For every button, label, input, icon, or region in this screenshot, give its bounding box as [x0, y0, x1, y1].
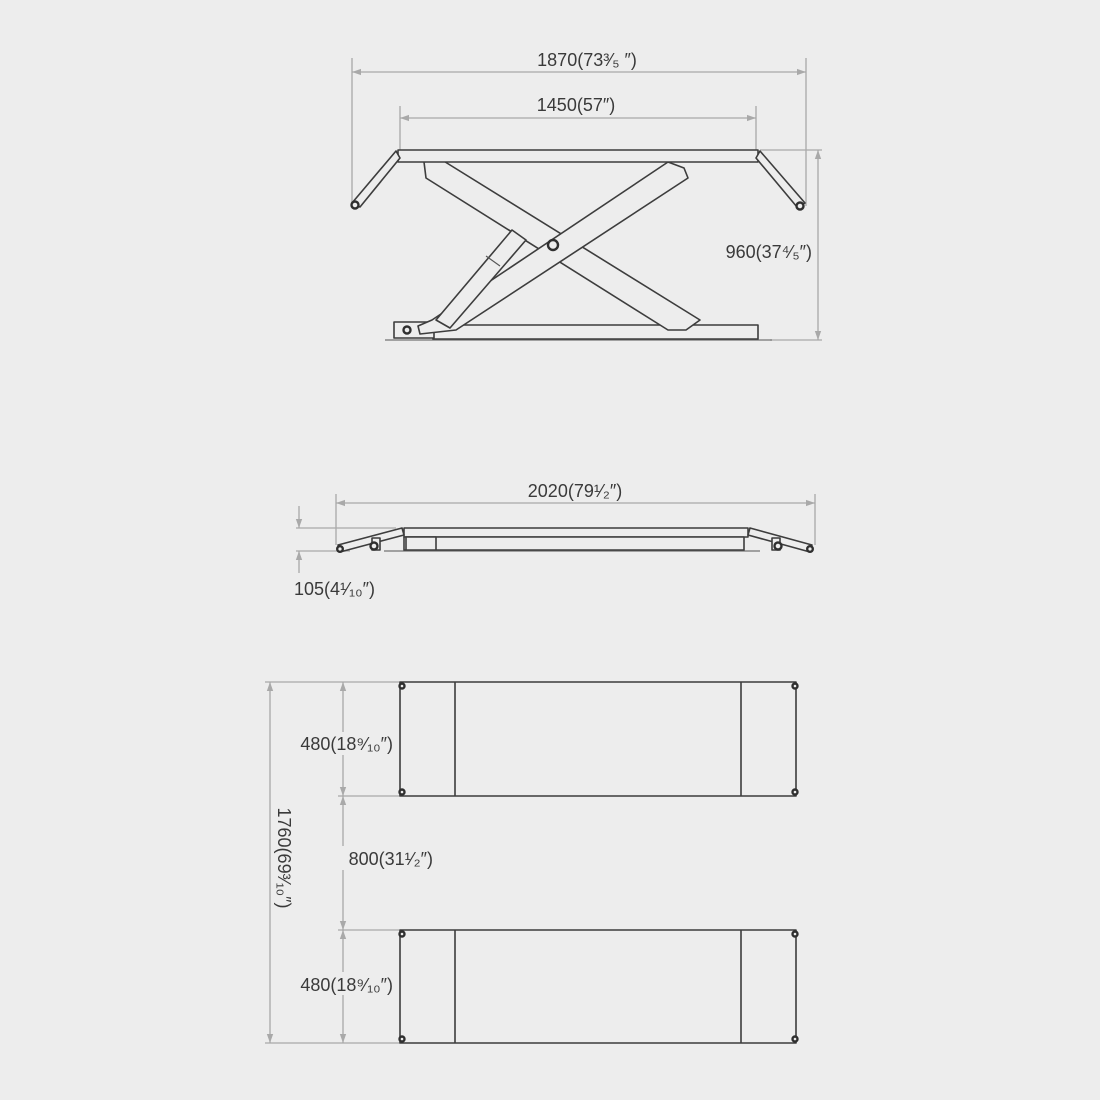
- left-ramp: [352, 151, 400, 207]
- gap-label: 800(31¹⁄₂″): [348, 849, 433, 869]
- left-ramp-wheel: [352, 202, 359, 209]
- upper-platform-dimension: [300, 682, 393, 796]
- lowered-cylinder-block: [406, 537, 436, 550]
- raised-height-label: 960(37⁴⁄₅″): [725, 242, 812, 262]
- left-ramp-wheel-lowered: [371, 543, 378, 550]
- gap-dimension: [343, 796, 433, 930]
- overall-width-label: 1870(73³⁄₅ ″): [537, 50, 637, 70]
- right-ramp-wheel: [797, 203, 804, 210]
- lowered-length-label: 2020(79¹⁄₂″): [527, 481, 623, 501]
- platform-top: [398, 150, 758, 162]
- cylinder-pivot: [404, 327, 411, 334]
- left-ramp-tip: [337, 546, 343, 552]
- lower-platform-dimension: [300, 930, 393, 1043]
- right-ramp-tip: [807, 546, 813, 552]
- right-ramp-wheel-lowered: [775, 543, 782, 550]
- right-ramp: [756, 151, 805, 207]
- lower-platform-label: 480(18⁹⁄₁₀″): [300, 975, 393, 995]
- lowered-height-label: 105(4¹⁄₁₀″): [294, 579, 375, 599]
- platform-width-label: 1450(57″): [536, 95, 616, 115]
- raised-side-view: [352, 50, 823, 340]
- upper-platform: [400, 682, 798, 796]
- scissor-lift-lowered: [337, 528, 813, 552]
- center-pivot: [548, 240, 558, 250]
- base-frame: [433, 325, 758, 339]
- top-view: [265, 682, 798, 1043]
- lowered-side-view: [294, 481, 815, 599]
- overall-width-dimension: [352, 50, 806, 206]
- top-overall-width-dimension: [270, 682, 294, 1043]
- lowered-base: [404, 537, 744, 550]
- top-overall-width-label: 1760(69³⁄₁₀″): [274, 807, 294, 909]
- lower-platform: [400, 930, 798, 1043]
- platform-width-dimension: [400, 95, 756, 150]
- upper-platform-label: 480(18⁹⁄₁₀″): [300, 734, 393, 754]
- lowered-platform: [404, 528, 748, 537]
- lowered-height-dimension: [294, 506, 396, 599]
